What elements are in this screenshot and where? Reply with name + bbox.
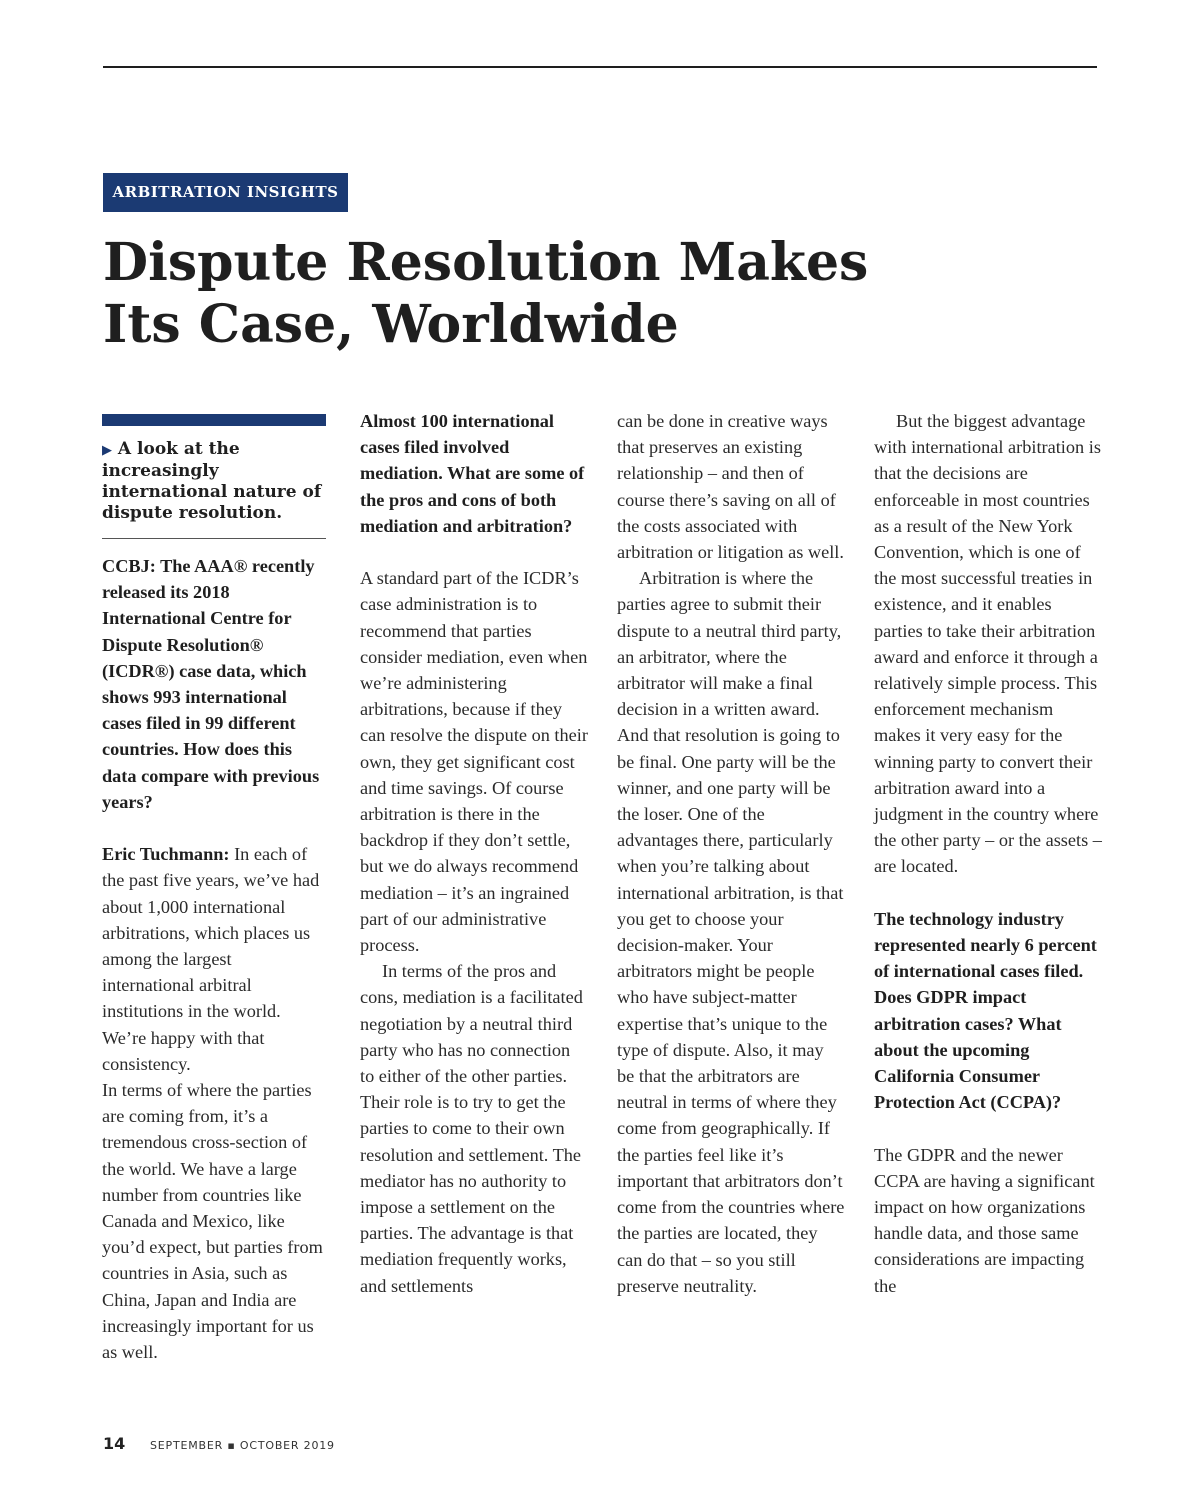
- answer-2-paragraph-2: In terms of the pros and cons, mediation is a facilitated negotiation by a neutral third party who has no connection to either of the other parties. Their role is to try to get the parties to come to their own resolution and settlement. The mediator has no authority to impose a settlement on the parties. The advantage is that mediation frequently works, and settlements: [360, 961, 583, 1296]
- headline-line-1: Dispute Resolution Makes: [103, 232, 869, 293]
- column-3: [617, 408, 845, 1299]
- speaker-name: Eric Tuchmann:: [102, 844, 230, 865]
- answer-1-paragraph-2: In terms of where the parties are coming from, it’s a tremendous cross-section of the world. We have a large number from countries like Canada and Mexico, like you’d expect, but parties from countries in Asia, such as China, Japan and India are increasingly important for us as well.: [102, 1080, 323, 1363]
- question-1: CCBJ: The AAA® recently released its 2018 International Centre for Dispute Resolution® (ICDR®) case data, which shows 993 international cases filed in 99 different countries. How does this data compare with previous years?: [102, 556, 320, 812]
- column-1: [102, 408, 326, 1365]
- column-4-paragraph-1: But the biggest advantage with international arbitration is that the decisions are enforceable in most countries as a result of the New York Convention, which is one of the most successful treaties in existence, and it enables parties to take their arbitration award and enforce it through a relatively simple process. This enforcement mechanism makes it very easy for the winning party to convert their arbitration award into a judgment in the country where the other party – or the assets – are located.: [874, 411, 1102, 877]
- column-2: [360, 408, 588, 1299]
- article-headline: [103, 232, 1003, 356]
- question-2: Almost 100 international cases filed involved mediation. What are some of the pros and cons of both mediation and arbitration?: [360, 411, 585, 536]
- section-tag: ARBITRATION INSIGHTS: [103, 173, 348, 212]
- answer-1-text: In each of the past five years, we’ve had about 1,000 international arbitrations, which places us among the largest international arbitral institutions in the world. We’re happy with that consistency.: [102, 844, 320, 1074]
- column-4: [874, 408, 1102, 1299]
- column-3-paragraph-1: can be done in creative ways that preserves an existing relationship – and then of course there’s saving on all of the costs associated with arbitration or litigation as well.: [617, 411, 844, 563]
- top-rule: [103, 66, 1097, 68]
- teaser-accent-bar: [102, 414, 326, 426]
- teaser: [102, 426, 326, 539]
- page-number: 14: [103, 1434, 126, 1453]
- issue-date: SEPTEMBER ▪ OCTOBER 2019: [150, 1439, 335, 1452]
- question-3: The technology industry represented nearly 6 percent of international cases filed. Does GDPR impact arbitration cases? What about the upcoming California Consumer Protection Act (CCPA)?: [874, 908, 1097, 1113]
- answer-3-paragraph-1: The GDPR and the newer CCPA are having a significant impact on how organizations handle data, and those same considerations are impacting the: [874, 1144, 1095, 1296]
- answer-2-paragraph-1: A standard part of the ICDR’s case administration is to recommend that parties consider mediation, even when we’re administering arbitrations, because if they can resolve the dispute on their own, they get significant cost and time savings. Of course arbitration is there in the backdrop if they don’t settle, but we do always recommend mediation – it’s an ingrained part of our administrative process.: [360, 568, 588, 956]
- headline-line-2: Its Case, Worldwide: [103, 294, 679, 355]
- teaser-text: A look at the increasingly international nature of dispute resolution.: [102, 439, 322, 523]
- answer-1-paragraph-1: [102, 841, 326, 1077]
- column-3-paragraph-2: Arbitration is where the parties agree to submit their dispute to a neutral third party, an arbitrator, where the arbitrator will make a final decision in a written award. And that resolution is going to be final. One party will be the winner, and one party will be the loser. One of the advantages there, particularly when you’re talking about international arbitration, is that you get to choose your decision-maker. Your arbitrators might be people who have subject-matter expertise that’s unique to the type of dispute. Also, it may be that the arbitrators are neutral in terms of where they come from geographically. If the parties feel like it’s important that arbitrators don’t come from the countries where the parties are located, they can do that – so you still preserve neutrality.: [617, 568, 845, 1296]
- triangle-marker-icon: ▶: [102, 443, 112, 458]
